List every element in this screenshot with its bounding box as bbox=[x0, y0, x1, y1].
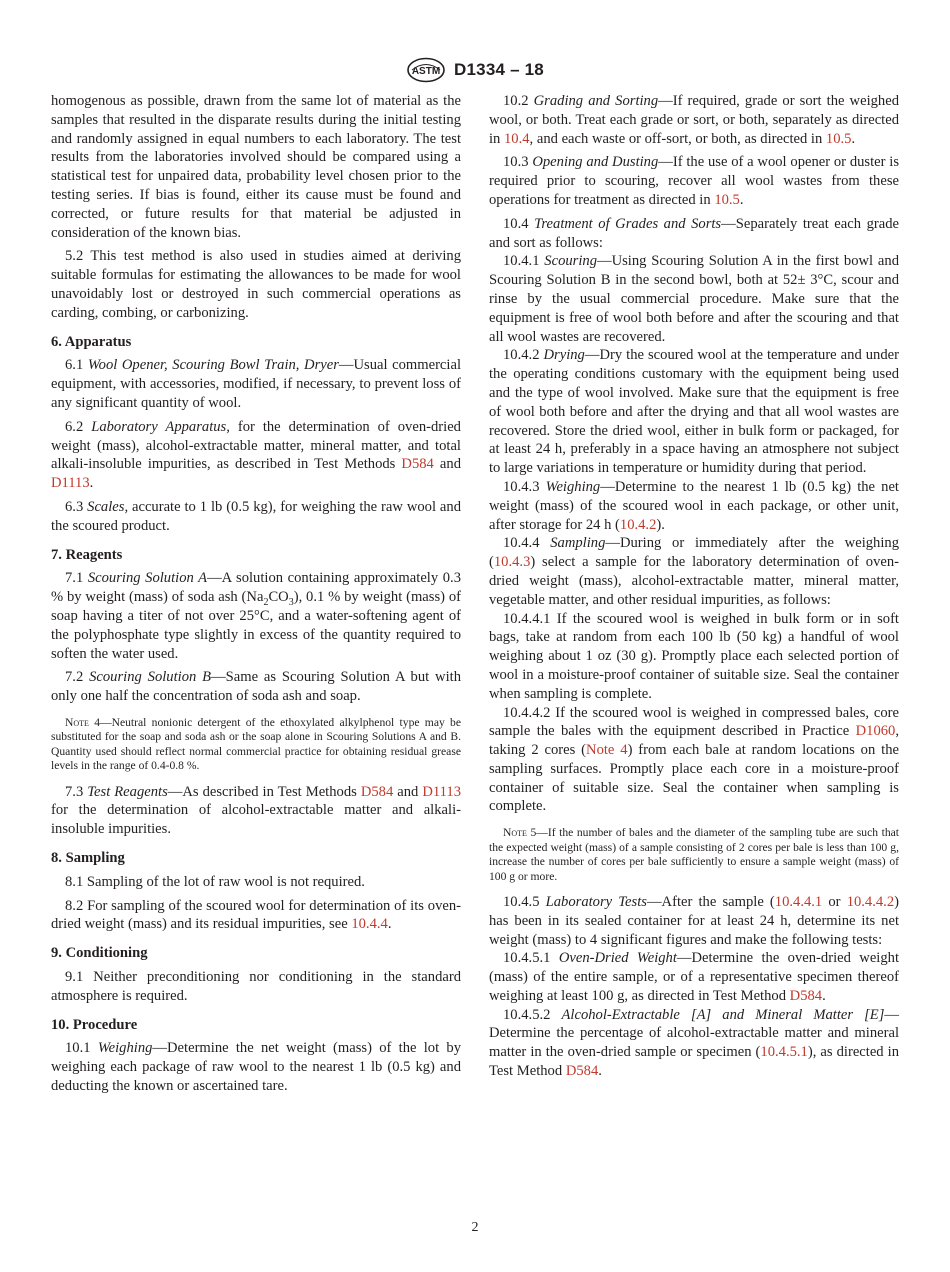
heading-sampling: 8. Sampling bbox=[51, 849, 125, 866]
ref-d1113-link[interactable]: D1113 bbox=[51, 475, 90, 492]
note-4: Note 4—Neutral nonionic detergent of the ethoxylated alkylphenol type may be substituted for the soap and soda ash or the soap alone in Scouring Solutions A and B. Quantity used should reflect normal commercial practice for obtaining residual grease levels in the range of 0.4-0.8 %. bbox=[51, 715, 461, 773]
paragraph-6-3: 6.3 Scales, accurate to 1 lb (0.5 kg), for weighing the raw wool and the scoured product. bbox=[51, 498, 461, 534]
paragraph-7-3: 7.3 Test Reagents—As described in Test Methods D584 and D1113 for the determination of alcohol-extractable matter and alkali-insoluble impurities. bbox=[51, 783, 461, 838]
heading-procedure: 10. Procedure bbox=[51, 1016, 138, 1033]
ref-10-5-link[interactable]: 10.5 bbox=[714, 191, 740, 208]
paragraph-5-1-cont: homogenous as possible, drawn from the same lot of material as the samples that resulted in the disparate results during the initial testing and randomly assigned in equal numbers to each laboratory. The test results from the laboratories involved should be compared using a statistical test for unpaired data, probability level chosen prior to the testing series. If bias is found, either its cause must be found and corrected, or future results for that material be adjusted in consideration of the known bias. bbox=[51, 93, 461, 241]
paragraph-6-1: 6.1 Wool Opener, Scouring Bowl Train, Dryer—Usual commercial equipment, with accessories, modified, if necessary, to prevent loss of any significant quantity of wool. bbox=[51, 357, 461, 411]
heading-reagents: 7. Reagents bbox=[51, 546, 123, 563]
ref-note-4-link[interactable]: Note 4 bbox=[586, 742, 628, 759]
ref-10-4-5-1-link[interactable]: 10.4.5.1 bbox=[760, 1044, 808, 1061]
svg-text:ASTM: ASTM bbox=[411, 66, 441, 77]
astm-logo-icon bbox=[406, 57, 446, 83]
ref-10-4-2-link[interactable]: 10.4.2 bbox=[619, 516, 657, 533]
paragraph-10-1: 10.1 Weighing—Determine the net weight (mass) of the lot by weighing each package of raw wool to the nearest 1 lb (0.5 kg) and deducting the known or ascertained tare. bbox=[51, 1040, 462, 1094]
ref-10-5-link[interactable]: 10.5 bbox=[825, 130, 852, 147]
paragraph-10-4-5: 10.4.5 Laboratory Tests—After the sample (10.4.4.1 or 10.4.4.2) has been in its sealed container for at least 24 h, determine its net weight (mass) to 4 significant figures and make the following tests: bbox=[489, 893, 899, 948]
ref-10-4-3-link[interactable]: 10.4.3 bbox=[493, 554, 531, 571]
ref-10-4-4-link[interactable]: 10.4.4 bbox=[351, 916, 388, 933]
paragraph-10-4-4-2: 10.4.4.2 If the scoured wool is weighed in compressed bales, core sample the bales with the equipment described in Practice D1060, taking 2 cores (Note 4) from each bale at random locations on the sampling surfaces. Promptly place each core in a moisture-proof container of suitable size. Seal the container when sampling is complete. bbox=[489, 704, 899, 815]
paragraph-8-2: 8.2 For sampling of the scoured wool for determination of its oven-dried weight (mass) and its residual impurities, see 10.4.4. bbox=[51, 897, 461, 933]
ref-10-4-4-2-link[interactable]: 10.4.4.2 bbox=[846, 893, 895, 910]
paragraph-10-4-4-1: 10.4.4.1 If the scoured wool is weighed in bulk form or in soft bags, take at random from each 100 lb (50 kg) a handful of wool weighing about 1 oz (30 g). Promptly place each selected portion of wool in a moisture-proof container of suitable size. Seal the container when sampling is complete. bbox=[489, 610, 899, 702]
paragraph-10-2: 10.2 Grading and Sorting—If required, grade or sort the weighed wool, or both. Treat each grade or sort, or both, separately as directed in 10.4, and each waste or off-sort, or both, as directed in 10.5. bbox=[489, 93, 899, 147]
ref-d1060-link[interactable]: D1060 bbox=[855, 723, 896, 740]
note-5: Note 5—If the number of bales and the diameter of the sampling tube are such that the expected weight (mass) of a sample consisting of 2 cores per bale is less than 100 g, increase the number of cores per bale sufficiently to ensure a sample weight (mass) of 100 g or more. bbox=[489, 826, 899, 883]
heading-apparatus: 6. Apparatus bbox=[51, 333, 132, 350]
paragraph-10-4-3: 10.4.3 Weighing—Determine to the nearest 1 lb (0.5 kg) the net weight (mass) of the scoured wool in each package, or other unit, after storage for 24 h (10.4.2). bbox=[489, 478, 899, 533]
paragraph-10-4-5-1: 10.4.5.1 Oven-Dried Weight—Determine the oven-dried weight (mass) of the entire sample, or of a representative specimen thereof weighing at least 100 g, as directed in Test Method D584. bbox=[489, 950, 899, 1004]
heading-conditioning: 9. Conditioning bbox=[51, 945, 148, 962]
ref-d584-link[interactable]: D584 bbox=[789, 987, 823, 1004]
paragraph-10-4-2: 10.4.2 Drying—Dry the scoured wool at the temperature and under the operating conditions customary with the equipment being used and the type of wool involved. Make sure that the equipment is free of wool both before and after the drying and that all wool wastes are recovered. Store the dried wool, either in bulk form or packaged, for at least 24 h, preferably in a space having an atmosphere not subject to large variations in temperature or humidity during that period. bbox=[489, 347, 899, 477]
paragraph-7-1: 7.1 Scouring Solution A—A solution containing approximately 0.3 % by weight (mass) of soda ash $(Na_2CO_3)$, 0.1 % by weight (mass) of soap having a titer of not over 25°C, and a water-softening agent of the polyphosphate type slightly in excess of the quantity required to soften the water used. bbox=[51, 570, 461, 662]
ref-10-4-link[interactable]: 10.4 bbox=[504, 130, 530, 147]
paragraph-6-2: 6.2 Laboratory Apparatus, for the determination of oven-dried weight (mass), alcohol-extractable matter, mineral matter, and total alkali-insoluble impurities, as described in Test Methods D584 and D1113. bbox=[51, 418, 461, 492]
ref-10-4-4-1-link[interactable]: 10.4.4.1 bbox=[774, 893, 823, 910]
page-number: 2 bbox=[471, 1220, 479, 1235]
paragraph-5-2: 5.2 This test method is also used in studies aimed at deriving suitable formulas for estimating the allowances to be made for wool unavoidably lost or destroyed in such commercial operations as carding, combing, or carbonizing. bbox=[51, 248, 461, 321]
paragraph-10-4-4: 10.4.4 Sampling—During or immediately after the weighing (10.4.3) select a sample for the laboratory determination of oven-dried weight (mass), alcohol-extractable matter, mineral matter, vegetable matter, and other residual impurities, as follows: bbox=[489, 535, 899, 608]
document-designation: D1334 – 18 bbox=[454, 60, 544, 79]
paragraph-9-1: 9.1 Neither preconditioning nor conditioning in the standard atmosphere is required. bbox=[51, 968, 461, 1004]
ref-d1113-link[interactable]: D1113 bbox=[422, 783, 461, 800]
ref-d584-link[interactable]: D584 bbox=[401, 456, 434, 473]
paragraph-10-4: 10.4 Treatment of Grades and Sorts—Separately treat each grade and sort as follows: bbox=[489, 215, 899, 251]
paragraph-7-2: 7.2 Scouring Solution B—Same as Scouring Solution A but with only one half the concentration of soda ash and soap. bbox=[51, 669, 461, 705]
page-header bbox=[0, 57, 950, 83]
right-column bbox=[489, 92, 899, 1081]
paragraph-8-1: 8.1 Sampling of the lot of raw wool is not required. bbox=[65, 873, 365, 890]
left-column bbox=[51, 92, 461, 1101]
paragraph-10-4-1: 10.4.1 Scouring—Using Scouring Solution A in the first bowl and Scouring Solution B in the second bowl, both at 52± 3°C, scour and rinse by the usual commercial procedure. Make sure that the equipment is free of wool both before and after the scouring and that all wool wastes are recovered. bbox=[489, 253, 899, 345]
ref-d584-link[interactable]: D584 bbox=[565, 1063, 599, 1080]
paragraph-10-3: 10.3 Opening and Dusting—If the use of a wool opener or duster is required prior to scouring, recover all wool wastes from these operations for treatment as directed in 10.5. bbox=[489, 154, 900, 208]
paragraph-10-4-5-2: 10.4.5.2 Alcohol-Extractable [A] and Mineral Matter [E]—Determine the percentage of alcohol-extractable matter and mineral matter in the oven-dried sample or specimen (10.4.5.1), as directed in Test Method D584. bbox=[489, 1006, 899, 1080]
ref-d584-link[interactable]: D584 bbox=[360, 783, 394, 800]
